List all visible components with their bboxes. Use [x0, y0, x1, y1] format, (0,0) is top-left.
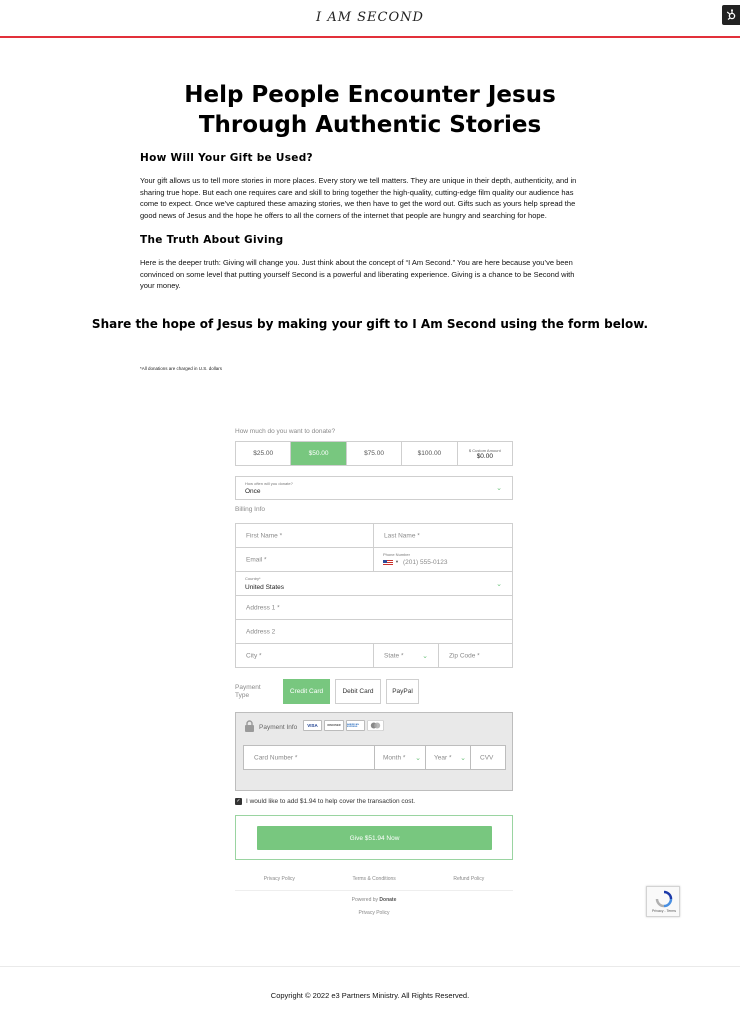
give-button-container — [235, 815, 513, 860]
billing-info-label: Billing Info — [235, 506, 265, 513]
terms-conditions-link[interactable]: Terms & Conditions — [352, 876, 396, 882]
privacy-policy-link[interactable]: Privacy Policy — [263, 876, 295, 882]
email-field[interactable] — [235, 547, 374, 572]
recaptcha-icon — [655, 890, 673, 908]
state-placeholder: State * — [384, 652, 404, 659]
page-title-line-1: Help People Encounter Jesus — [184, 82, 556, 108]
gift-usage-heading: How Will Your Gift be Used? — [140, 152, 313, 164]
payment-type-label-line: Type — [235, 692, 250, 699]
flag-us-icon[interactable] — [383, 560, 393, 566]
paragraph-line: Here is the deeper truth: Giving will change you. Just think about the concept of “I Am Second.” You are here because you’ve been — [140, 258, 573, 267]
powered-by-label: Powered by — [351, 897, 379, 903]
donation-form — [235, 428, 513, 916]
paragraph-line: convinced on some level that putting yourself Second is a powerful and liberating experience. Giving is a chance to be Second with — [140, 269, 575, 279]
call-to-action: Share the hope of Jesus by making your gift to I Am Second using the form below. — [91, 317, 649, 331]
privacy-policy-bottom-link[interactable]: Privacy Policy — [358, 910, 390, 916]
zip-code-field[interactable] — [438, 643, 513, 668]
address-1-field[interactable] — [235, 595, 513, 620]
month-placeholder: Month * — [383, 754, 406, 761]
country-value: United States — [245, 584, 285, 591]
address-2-placeholder: Address 2 — [246, 628, 276, 635]
city-placeholder: City * — [246, 652, 262, 659]
give-now-button[interactable]: Give $51.94 Now — [257, 826, 492, 850]
paragraph-line: come to expect. Once we’ve captured these amazing stories, we then have to get the word out. Gifts such as yours help spread the — [140, 199, 576, 209]
paragraph-line: Your gift allows us to tell more stories in more places. Every story we tell matters. They are unique in their depth, authenticity, and in — [140, 176, 577, 185]
i-am-second-logo[interactable]: I AM SECOND — [316, 10, 424, 25]
phone-placeholder: (201) 555-0123 — [403, 559, 448, 566]
cover-cost-label: I would like to add $1.94 to help cover the transaction cost. — [246, 798, 416, 805]
card-number-field[interactable] — [244, 746, 375, 769]
debit-card-button[interactable]: Debit Card — [335, 679, 381, 704]
chevron-down-icon: ▼ — [395, 559, 399, 564]
sprocket-icon[interactable] — [722, 5, 740, 25]
custom-amount-value: $0.00 — [476, 452, 493, 460]
city-field[interactable] — [235, 643, 374, 668]
first-name-field[interactable] — [235, 523, 374, 548]
year-select[interactable] — [426, 746, 471, 769]
card-number-placeholder: Card Number * — [254, 754, 298, 761]
card-payment-panel — [235, 712, 513, 791]
credit-card-button[interactable]: Credit Card — [283, 679, 330, 704]
address-2-field[interactable] — [235, 619, 513, 644]
gift-usage-paragraph — [140, 175, 602, 221]
payment-type-label — [235, 684, 261, 700]
copyright-text: Copyright © 2022 e3 Partners Ministry. All Rights Reserved. — [270, 991, 470, 1000]
cover-cost-checkbox[interactable]: ✓ — [236, 798, 241, 804]
top-bar — [0, 0, 740, 38]
frequency-value: Once — [245, 488, 261, 495]
form-footer-links — [235, 876, 513, 882]
country-label: Country* — [245, 576, 261, 581]
cvv-field[interactable] — [471, 746, 505, 769]
truth-about-giving-heading: The Truth About Giving — [140, 234, 284, 246]
amount-option-50[interactable]: $50.00 — [291, 442, 346, 465]
recaptcha-links[interactable]: Privacy - Terms — [651, 909, 677, 913]
amount-option-75[interactable]: $75.00 — [347, 442, 402, 465]
recaptcha-badge[interactable] — [646, 886, 680, 917]
amount-options — [235, 441, 513, 466]
lock-icon — [244, 720, 255, 732]
payment-info-label: Payment Info — [259, 724, 298, 731]
frequency-select[interactable] — [235, 476, 513, 500]
page-title-line-2: Through Authentic Stories — [198, 112, 542, 138]
paragraph-line: good news of Jesus and the hope he offers to all the corners of the internet that people are hungry and searching for hope. — [140, 210, 547, 220]
last-name-field[interactable] — [373, 523, 513, 548]
year-placeholder: Year * — [434, 754, 452, 761]
cvv-placeholder: CVV — [480, 754, 494, 761]
currency-note: *All donations are charged in U.S. dollars — [140, 366, 223, 371]
phone-label: Phone Number — [383, 552, 410, 557]
chevron-down-icon: ⌄ — [460, 754, 466, 762]
phone-field[interactable] — [373, 547, 513, 572]
first-name-placeholder: First Name * — [246, 532, 283, 539]
amount-option-25[interactable]: $25.00 — [236, 442, 291, 465]
paypal-button[interactable]: PayPal — [386, 679, 419, 704]
page-footer — [0, 966, 740, 1024]
cover-cost-row — [235, 798, 415, 805]
mastercard-symbol-icon — [367, 720, 384, 731]
custom-amount-input[interactable] — [458, 442, 512, 465]
page-title — [0, 80, 740, 140]
card-details-row — [243, 745, 506, 770]
refund-policy-link[interactable]: Refund Policy — [453, 876, 485, 882]
chevron-down-icon: ⌄ — [496, 485, 502, 492]
amex-logo-icon: AMERICAN EXPRESS — [346, 720, 365, 731]
frequency-label: How often will you donate? — [245, 481, 293, 486]
visa-logo-icon: VISA — [303, 720, 322, 731]
email-placeholder: Email * — [246, 556, 267, 563]
chevron-down-icon: ⌄ — [496, 580, 502, 588]
last-name-placeholder: Last Name * — [384, 532, 420, 539]
chevron-down-icon: ⌄ — [415, 754, 421, 762]
paragraph-line: sharing true hope. But each one requires care and skill to bring together the high-quality, cutting-edge film quality our audience has — [140, 187, 574, 197]
divider — [235, 890, 513, 891]
state-select[interactable] — [373, 643, 439, 668]
discover-logo-icon: DISCOVER — [324, 720, 344, 731]
country-select[interactable] — [235, 571, 513, 596]
paragraph-line: your money. — [140, 281, 181, 291]
donate-brand-link[interactable]: Donate — [379, 897, 397, 903]
truth-about-giving-paragraph — [140, 257, 602, 292]
zip-code-placeholder: Zip Code * — [449, 652, 480, 659]
address-1-placeholder: Address 1 * — [246, 604, 280, 611]
amount-option-100[interactable]: $100.00 — [402, 442, 457, 465]
chevron-down-icon: ⌄ — [422, 652, 428, 660]
powered-by — [235, 897, 513, 903]
month-select[interactable] — [375, 746, 426, 769]
custom-amount-label: $ Custom Amount — [468, 447, 501, 453]
amount-question-label: How much do you want to donate? — [235, 428, 336, 435]
payment-type-label-line: Payment — [235, 684, 261, 691]
